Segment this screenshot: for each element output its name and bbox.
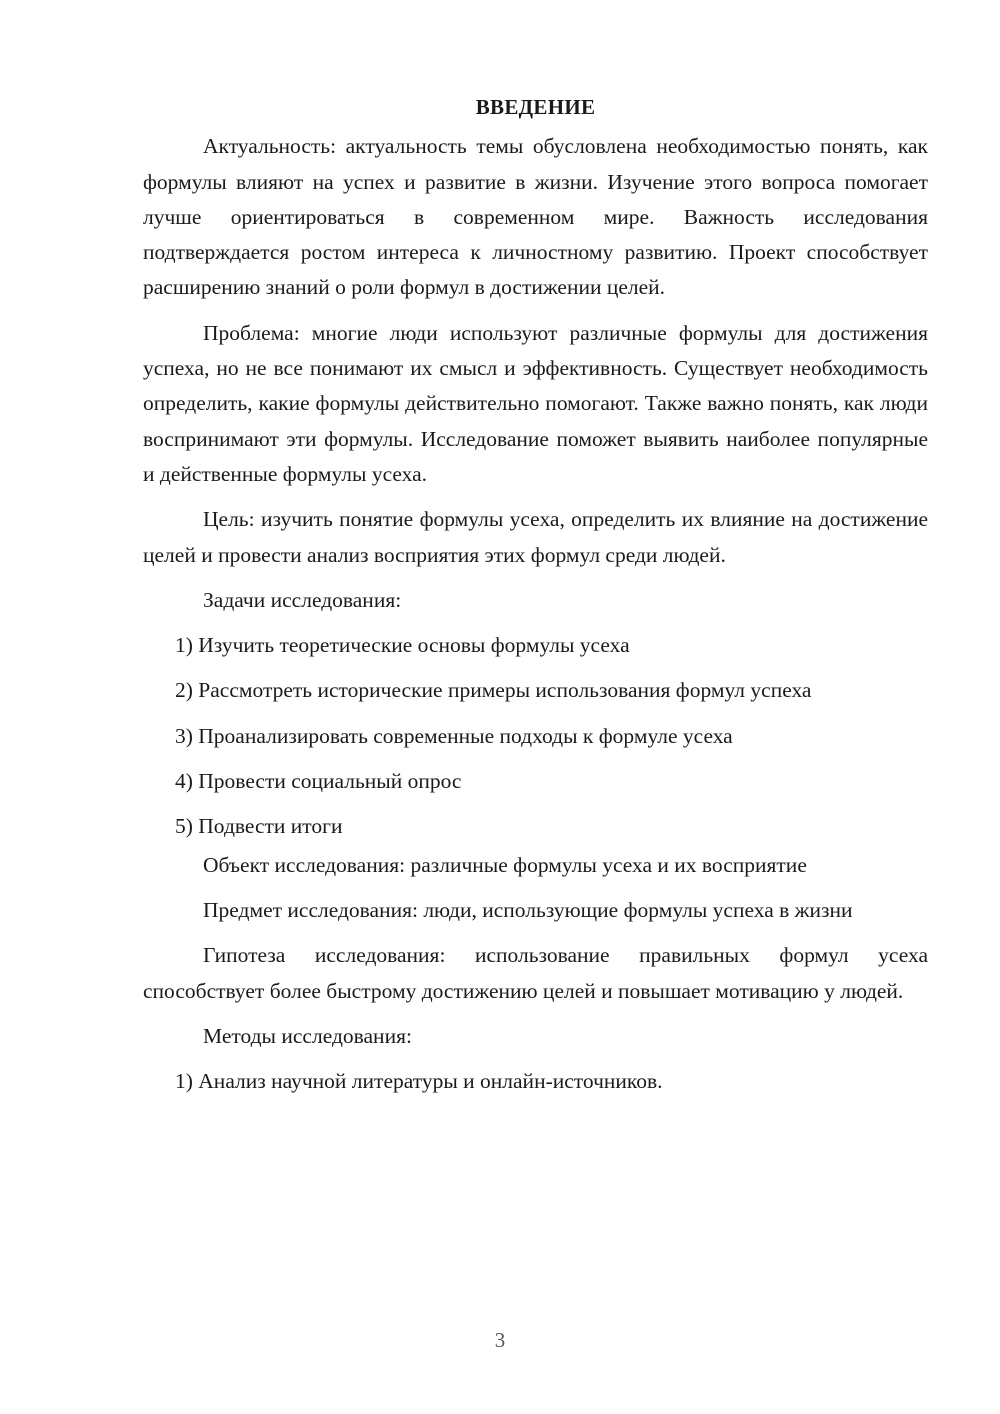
subject-paragraph: Предмет исследования: люди, использующие формулы успеха в жизни bbox=[203, 897, 853, 922]
problem-paragraph: Проблема: многие люди используют различные формулы для достижения успеха, но не все понимают их смысл и эффективность. Существует необходимость определить, какие формулы действительно помогают. Также важно понять, как люди воспринимают эти формулы. Исследование поможет выявить наиболее популярные и действенные формулы усеха. bbox=[143, 320, 928, 486]
tasks-list bbox=[143, 628, 928, 844]
methods-list bbox=[143, 1064, 928, 1099]
hypothesis-paragraph: Гипотеза исследования: использование правильных формул усеха способствует более быстрому достижению целей и повышает мотивацию у людей. bbox=[143, 943, 928, 1003]
document-page bbox=[143, 90, 928, 1109]
goal-paragraph: Цель: изучить понятие формулы усеха, определить их влияние на достижение целей и провести анализ восприятия этих формул среди людей. bbox=[143, 507, 928, 567]
relevance-paragraph: Актуальность: актуальность темы обусловлена необходимостью понять, как формулы влияют на успех и развитие в жизни. Изучение этого вопроса помогает лучше ориентироваться в современном мире. Важность исследования подтверждается ростом интереса к личностному развитию. Проект способствует расширению знаний о роли формул в достижении целей. bbox=[143, 134, 928, 300]
list-item: 4) Провести социальный опрос bbox=[175, 769, 462, 794]
object-line: Объект исследования: различные формулы усеха и их восприятие bbox=[203, 852, 807, 877]
list-item: 1) Изучить теоретические основы формулы усеха bbox=[175, 633, 630, 658]
methods-heading: Методы исследования: bbox=[203, 1023, 412, 1048]
section-title: ВВЕДЕНИЕ bbox=[475, 95, 596, 119]
list-item: 1) Анализ научной литературы и онлайн-источников. bbox=[175, 1069, 663, 1094]
list-item: 2) Рассмотреть исторические примеры использования формул успеха bbox=[175, 678, 812, 703]
tasks-heading: Задачи исследования: bbox=[203, 587, 402, 612]
list-item: 5) Подвести итоги bbox=[175, 814, 343, 839]
list-item: 3) Проанализировать современные подходы к формуле усеха bbox=[175, 723, 733, 748]
page-number: 3 bbox=[494, 1328, 506, 1352]
